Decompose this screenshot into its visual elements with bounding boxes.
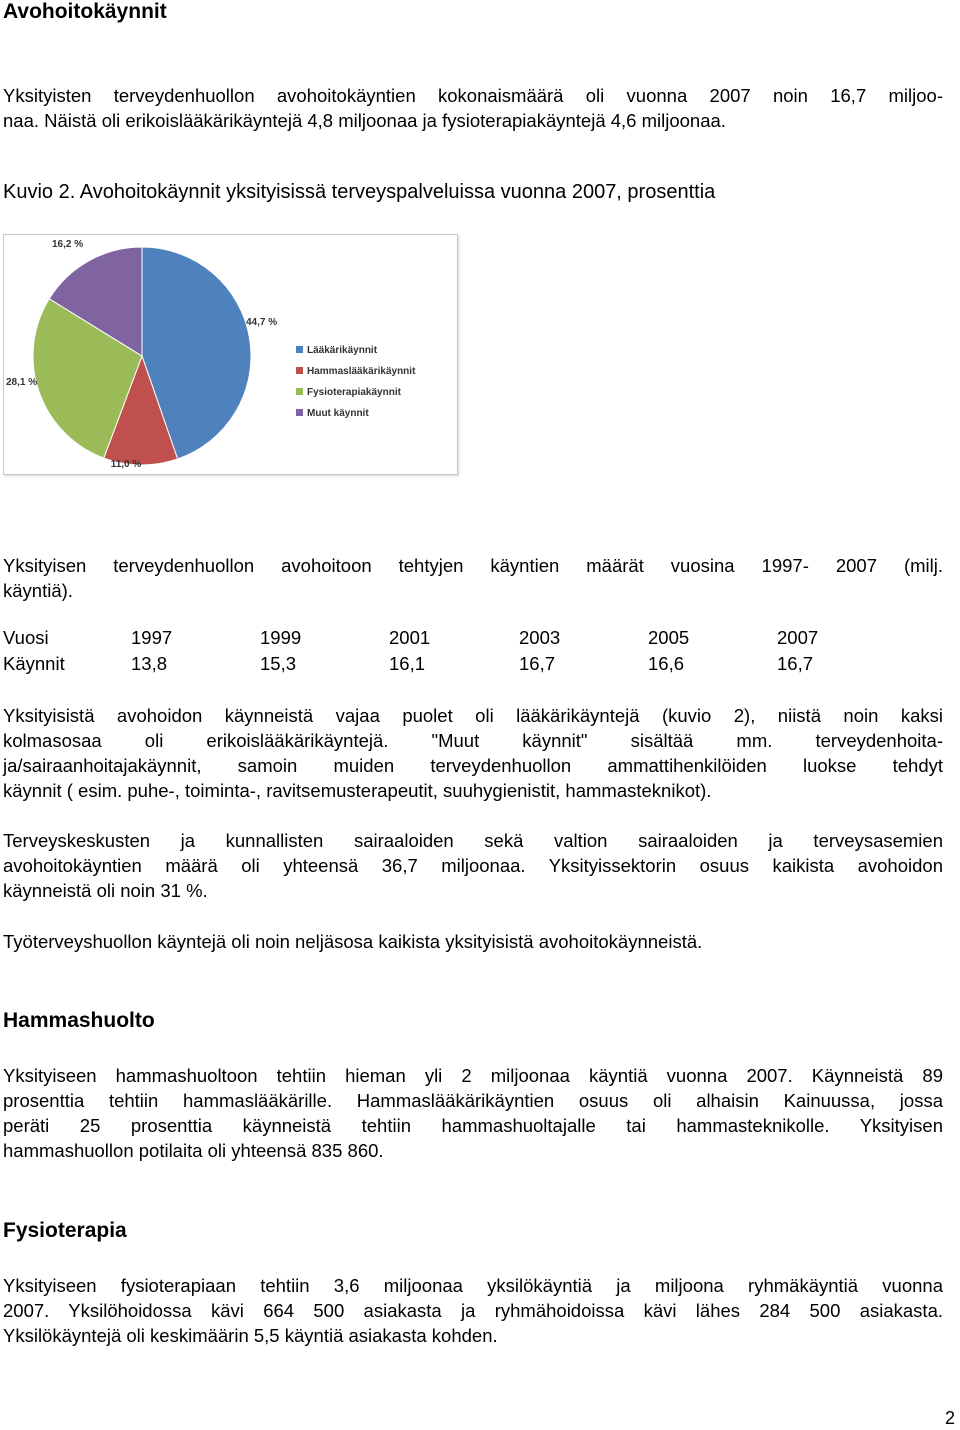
page-number: 2 [945, 1408, 956, 1428]
data-label-1: 44,7 % [246, 317, 278, 328]
text-line: Yksityisistä avohoidon käynneistä vajaa puolet oli lääkärikäyntejä (kuvio 2), niistä noin kaksi [3, 705, 943, 726]
legend-swatch-3 [296, 388, 303, 395]
legend-swatch-2 [296, 367, 303, 374]
legend-entry-1: Lääkärikäynnit [307, 345, 378, 356]
text-line: naa. Näistä oli erikoislääkärikäyntejä 4,8 miljoonaa ja fysioterapiakäyntejä 4,6 miljoonaa. [3, 110, 726, 131]
paragraph-public-sector [3, 828, 943, 903]
text-line: käynneistä oli noin 31 %. [3, 880, 208, 901]
paragraph-table-intro [3, 553, 943, 603]
paragraph-intro [3, 83, 943, 133]
legend-swatch-1 [296, 346, 303, 353]
section-heading-hammashuolto: Hammashuolto [3, 1009, 155, 1032]
paragraph-physiotherapy [3, 1273, 943, 1348]
text-line: Yksilökäyntejä oli keskimäärin 5,5 käyntiä asiakasta kohden. [3, 1325, 498, 1346]
text-line: Terveyskeskusten ja kunnallisten sairaaloiden sekä valtion sairaaloiden ja terveysasemien [3, 830, 943, 851]
table-cell: 16,7 [519, 653, 556, 674]
table-cell: 16,7 [777, 653, 814, 674]
table-cell: 16,6 [648, 653, 685, 674]
text-line: avohoitokäyntien määrä oli yhteensä 36,7 miljoonaa. Yksityissektorin osuus kaikista avohoidon [3, 855, 943, 876]
table-cell: 13,8 [131, 653, 168, 674]
section-heading-avohoitokaynnit: Avohoitokäynnit [3, 0, 167, 23]
data-label-2: 11,0 % [110, 459, 142, 470]
pie-chart [4, 235, 457, 474]
data-label-3: 28,1 % [6, 377, 38, 388]
text-line: ja/sairaanhoitajakäynnit, samoin muiden terveydenhuollon ammattihenkilöiden luokse tehdyt [3, 755, 943, 776]
table-cell: Vuosi [3, 627, 49, 648]
table-cell: 2001 [389, 627, 431, 648]
table-cell: 1997 [131, 627, 173, 648]
data-label-4: 16,2 % [52, 239, 84, 250]
text-line: prosenttia tehtiin hammaslääkärille. Hammaslääkärikäyntien osuus oli alhaisin Kainuussa, jossa [3, 1090, 943, 1111]
text-line: käynnit ( esim. puhe-, toiminta-, ravitsemusterapeutit, suuhygienistit, hammasteknikot). [3, 780, 712, 801]
legend-swatch-4 [296, 409, 303, 416]
text-line: kolmasosaa oli erikoislääkärikäyntejä. "Muut käynnit" sisältää mm. terveydenhoita- [3, 730, 943, 751]
table-cell: 2005 [648, 627, 690, 648]
text-line: Yksityiseen hammashuoltoon tehtiin hieman yli 2 miljoonaa käyntiä vuonna 2007. Käynneistä 89 [3, 1065, 943, 1086]
table-cell: 2007 [777, 627, 819, 648]
legend-entry-4: Muut käynnit [307, 408, 369, 419]
text-line: Yksityisten terveydenhuollon avohoitokäyntien kokonaismäärä oli vuonna 2007 noin 16,7 miljoo- [3, 85, 943, 106]
text-line: peräti 25 prosenttia käynneistä tehtiin hammashuoltajalle tai hammasteknikolle. Yksityisen [3, 1115, 943, 1136]
text-line: Yksityiseen fysioterapiaan tehtiin 3,6 miljoonaa yksilökäyntiä ja miljoona ryhmäkäyntiä vuonna [3, 1275, 943, 1296]
section-heading-fysioterapia: Fysioterapia [3, 1219, 127, 1242]
text-line: Yksityisen terveydenhuollon avohoitoon tehtyjen käyntien määrät vuosina 1997- 2007 (milj. [3, 555, 943, 576]
table-cell: 2003 [519, 627, 561, 648]
text-line: 2007. Yksilöhoidossa kävi 664 500 asiakasta ja ryhmähoidoissa kävi lähes 284 500 asiakasta. [3, 1300, 943, 1321]
figure-caption: Kuvio 2. Avohoitokäynnit yksityisissä terveyspalveluissa vuonna 2007, prosenttia [3, 181, 716, 203]
text-line: hammashuollon potilaita oli yhteensä 835 860. [3, 1140, 384, 1161]
paragraph-visit-breakdown [3, 703, 943, 803]
table-cell: 1999 [260, 627, 302, 648]
text-line: Työterveyshuollon käyntejä oli noin neljäsosa kaikista yksityisistä avohoitokäynneistä. [3, 931, 703, 952]
table-cell: Käynnit [3, 653, 65, 674]
paragraph-dental [3, 1063, 943, 1163]
table-cell: 16,1 [389, 653, 426, 674]
table-cell: 15,3 [260, 653, 297, 674]
paragraph-occupational-health [3, 929, 943, 954]
legend-entry-2: Hammaslääkärikäynnit [307, 366, 416, 377]
legend-entry-3: Fysioterapiakäynnit [307, 387, 401, 398]
text-line: käyntiä). [3, 580, 73, 601]
pie-chart-panel [3, 234, 458, 475]
